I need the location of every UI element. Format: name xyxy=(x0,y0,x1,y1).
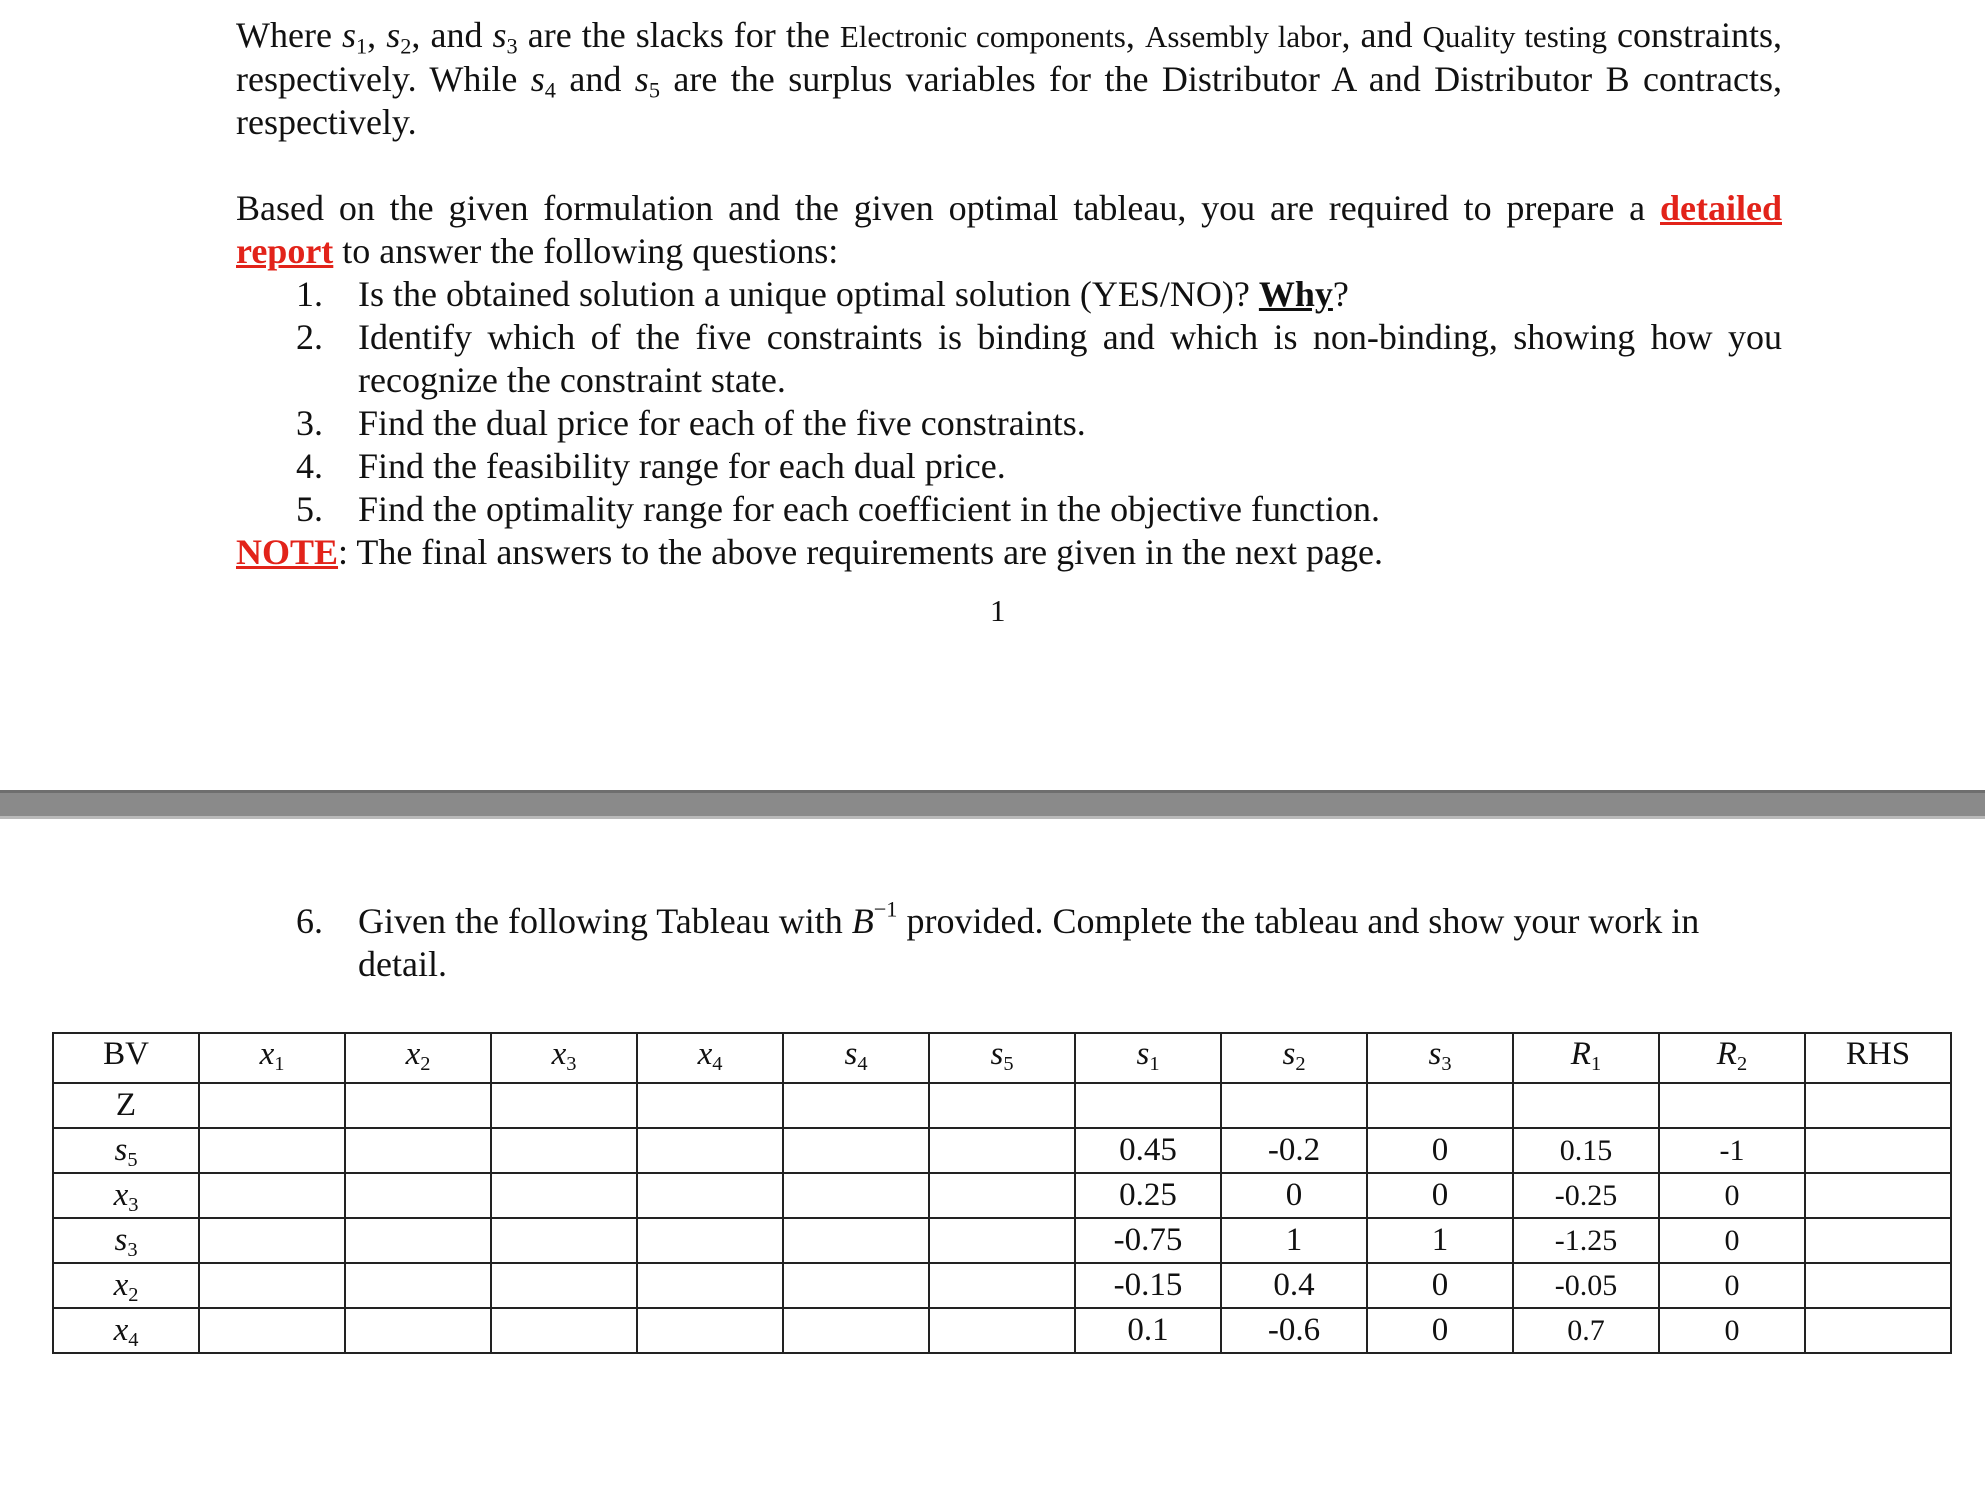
tableau-row xyxy=(53,1218,1951,1263)
tableau-cell xyxy=(1805,1083,1951,1128)
tableau-cell xyxy=(783,1083,929,1128)
question-list xyxy=(236,273,1782,531)
tableau-bv-cell: $s_5$ xyxy=(53,1128,199,1173)
tableau-cell xyxy=(491,1128,637,1173)
tableau-cell: -0.2 xyxy=(1221,1128,1367,1173)
tableau-cell: 1 xyxy=(1367,1218,1513,1263)
intro-rest1: constraints, respectively. While xyxy=(236,15,1783,99)
tableau-cell xyxy=(491,1263,637,1308)
tableau-cell xyxy=(1805,1308,1951,1353)
tableau-cell: 0 xyxy=(1659,1308,1805,1353)
tableau-cell xyxy=(199,1173,345,1218)
tableau-cell xyxy=(199,1218,345,1263)
tableau-cell: -0.6 xyxy=(1221,1308,1367,1353)
tableau-cell xyxy=(783,1173,929,1218)
intro-paragraph: Where $s_1$, $s_2$, and $s_3$ are the slacks for the Electronic components, Assembly labor, and Quality testing constraints, respectively. While $s_4$ and $s_5$ are the surplus variables for the Distributor A and Distributor B contracts, respectively. xyxy=(236,15,1783,142)
tableau-cell: 0 xyxy=(1367,1308,1513,1353)
constraint-electronic: Electronic components xyxy=(839,19,1126,54)
tableau-cell xyxy=(1805,1218,1951,1263)
question-item: 4. Find the feasibility range for each dual price. xyxy=(296,446,1006,486)
tableau-cell xyxy=(491,1173,637,1218)
tableau-cell: 0 xyxy=(1659,1263,1805,1308)
constraint-assembly: Assembly labor xyxy=(1144,19,1342,54)
question-item: 3. Find the dual price for each of the five constraints. xyxy=(296,403,1086,443)
constraint-quality: Quality testing xyxy=(1422,19,1607,54)
question-6-text: Given the following Tableau with $B^{-1}$ provided. Complete the tableau and show your work in detail. xyxy=(358,896,1700,984)
tableau-header-cell: BV xyxy=(53,1033,199,1083)
tableau-cell: -0.75 xyxy=(1075,1218,1221,1263)
tableau-cell xyxy=(637,1308,783,1353)
var-s1: $s_1$ xyxy=(342,15,368,59)
tableau-cell xyxy=(199,1308,345,1353)
tableau-header-cell: $s_2$ xyxy=(1221,1033,1367,1083)
tableau-cell: 1 xyxy=(1221,1218,1367,1263)
tableau-cell xyxy=(1805,1128,1951,1173)
tableau-cell xyxy=(1805,1263,1951,1308)
tableau-cell: 0.4 xyxy=(1221,1263,1367,1308)
intro-rest2: are the surplus variables for the Distributor A and Distributor B contracts, respectively. xyxy=(236,59,1782,142)
tableau-cell xyxy=(637,1128,783,1173)
question-item: 5. Find the optimality range for each coefficient in the objective function. xyxy=(296,489,1380,529)
intro-where: Where xyxy=(236,15,332,55)
tableau-cell: 0 xyxy=(1367,1263,1513,1308)
tableau-cell xyxy=(345,1308,491,1353)
tableau-cell xyxy=(1221,1083,1367,1128)
tableau-header-cell: $s_4$ xyxy=(783,1033,929,1083)
tableau-header-cell: $x_4$ xyxy=(637,1033,783,1083)
tableau-cell xyxy=(929,1173,1075,1218)
tableau-cell: -0.15 xyxy=(1075,1263,1221,1308)
tableau-row xyxy=(53,1083,1951,1128)
tableau-cell xyxy=(345,1263,491,1308)
tableau-row xyxy=(53,1173,1951,1218)
intro-and: and xyxy=(430,15,483,55)
tableau-cell xyxy=(637,1173,783,1218)
tableau-cell xyxy=(199,1263,345,1308)
var-s2: $s_2$ xyxy=(386,15,412,59)
tableau-cell: 0.7 xyxy=(1513,1308,1659,1353)
tableau-cell xyxy=(783,1263,929,1308)
question-item: 1. Is the obtained solution a unique optimal solution (YES/NO)? Why? xyxy=(296,274,1349,314)
tableau-row xyxy=(53,1128,1951,1173)
tableau-cell xyxy=(345,1128,491,1173)
tableau-cell xyxy=(1659,1083,1805,1128)
tableau-header-cell: $x_1$ xyxy=(199,1033,345,1083)
tableau-cell: 0 xyxy=(1367,1128,1513,1173)
tableau-cell xyxy=(637,1218,783,1263)
tableau-cell xyxy=(783,1218,929,1263)
tableau-cell xyxy=(345,1218,491,1263)
tableau-header-cell: $s_1$ xyxy=(1075,1033,1221,1083)
simplex-tableau xyxy=(52,1032,1952,1354)
note-text: : The final answers to the above requirements are given in the next page. xyxy=(338,532,1383,572)
tableau-bv-cell: $x_4$ xyxy=(53,1308,199,1353)
tableau-cell xyxy=(1513,1083,1659,1128)
tableau-cell xyxy=(1805,1173,1951,1218)
tableau-cell xyxy=(199,1083,345,1128)
tableau-cell xyxy=(929,1218,1075,1263)
instructions-lead: Based on the given formulation and the given optimal tableau, you are required to prepare a xyxy=(236,188,1660,228)
tableau-cell xyxy=(199,1128,345,1173)
tableau-cell xyxy=(637,1263,783,1308)
tableau-cell xyxy=(491,1218,637,1263)
tableau-cell: 0 xyxy=(1367,1173,1513,1218)
note-label: NOTE xyxy=(236,532,339,572)
tableau-cell xyxy=(491,1083,637,1128)
note-line xyxy=(236,531,1383,574)
page-divider xyxy=(0,790,1985,819)
tableau-cell: 0 xyxy=(1659,1173,1805,1218)
instructions-paragraph xyxy=(236,187,1782,273)
instructions-tail: to answer the following questions: xyxy=(333,231,839,271)
why-emphasis: Why xyxy=(1258,274,1333,314)
tableau-cell xyxy=(929,1263,1075,1308)
tableau-cell xyxy=(345,1173,491,1218)
detailed-report-emphasis: detailed report xyxy=(236,188,1782,271)
tableau-cell xyxy=(345,1083,491,1128)
tableau-bv-cell: Z xyxy=(53,1083,199,1128)
tableau-header-cell: $x_2$ xyxy=(345,1033,491,1083)
tableau-cell: -1 xyxy=(1659,1128,1805,1173)
tableau-cell: 0.25 xyxy=(1075,1173,1221,1218)
page-number: 1 xyxy=(990,593,1006,628)
tableau-cell: 0.45 xyxy=(1075,1128,1221,1173)
tableau-header-row xyxy=(53,1033,1951,1083)
tableau-header-cell: $R_1$ xyxy=(1513,1033,1659,1083)
intro-are-slacks: are the slacks for the xyxy=(517,15,840,55)
tableau-row xyxy=(53,1308,1951,1353)
question-6-number: 6. xyxy=(296,901,323,941)
tableau-cell xyxy=(929,1083,1075,1128)
tableau-cell: 0.1 xyxy=(1075,1308,1221,1353)
tableau-cell: -1.25 xyxy=(1513,1218,1659,1263)
tableau-bv-cell: $x_2$ xyxy=(53,1263,199,1308)
tableau-cell xyxy=(1367,1083,1513,1128)
tableau-cell: 0 xyxy=(1659,1218,1805,1263)
tableau-row xyxy=(53,1263,1951,1308)
tableau-header-cell: $R_2$ xyxy=(1659,1033,1805,1083)
tableau-header-cell: RHS xyxy=(1805,1033,1951,1083)
tableau-cell: -0.25 xyxy=(1513,1173,1659,1218)
tableau-header-cell: $s_5$ xyxy=(929,1033,1075,1083)
var-s3: $s_3$ xyxy=(492,15,518,59)
tableau-cell xyxy=(491,1308,637,1353)
tableau-cell xyxy=(637,1083,783,1128)
tableau-bv-cell: $s_3$ xyxy=(53,1218,199,1263)
tableau-cell xyxy=(783,1308,929,1353)
question-item: 2. Identify which of the five constraints is binding and which is non-binding, showing how you recognize the constraint state. xyxy=(296,317,1782,400)
tableau-cell xyxy=(783,1128,929,1173)
tableau-cell xyxy=(929,1128,1075,1173)
tableau-cell: -0.05 xyxy=(1513,1263,1659,1308)
tableau-bv-cell: $x_3$ xyxy=(53,1173,199,1218)
var-s4: $s_4$ xyxy=(530,59,556,103)
tableau-cell: 0.15 xyxy=(1513,1128,1659,1173)
tableau-cell xyxy=(1075,1083,1221,1128)
tableau-header-cell: $s_3$ xyxy=(1367,1033,1513,1083)
var-s5: $s_5$ xyxy=(634,59,660,103)
tableau-cell: 0 xyxy=(1221,1173,1367,1218)
tableau-header-cell: $x_3$ xyxy=(491,1033,637,1083)
tableau-cell xyxy=(929,1308,1075,1353)
